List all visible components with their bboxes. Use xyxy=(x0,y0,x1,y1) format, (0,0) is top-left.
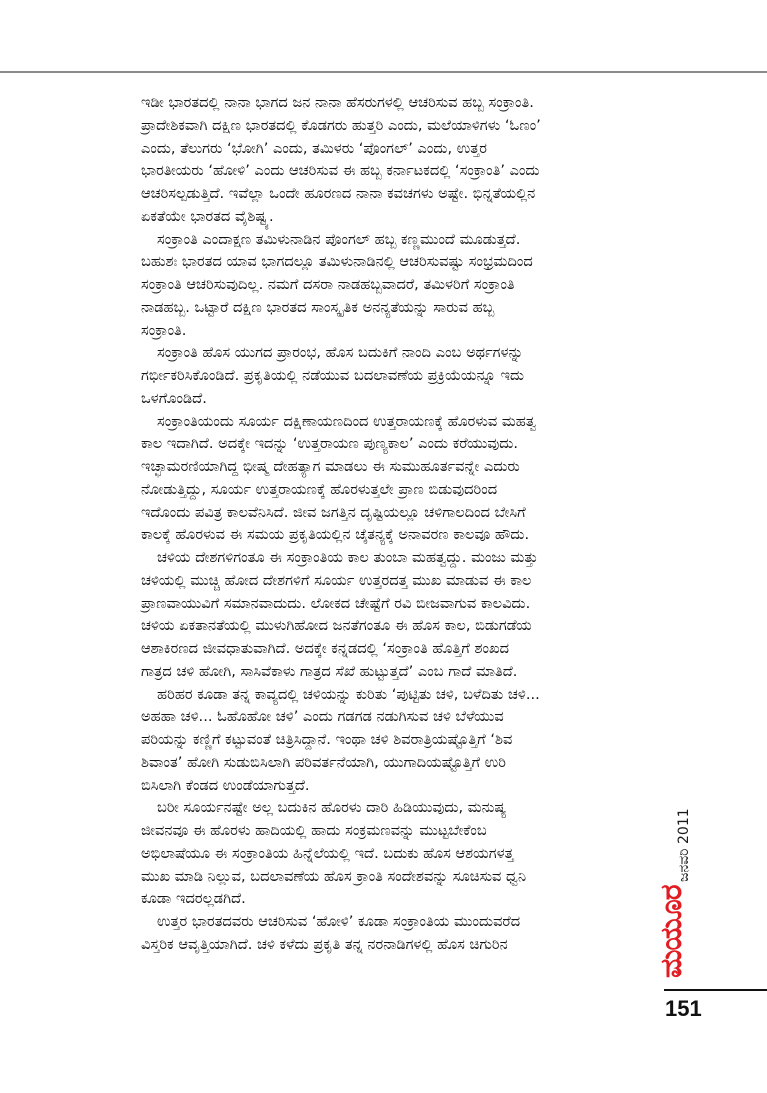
article-line: ಪ್ರಾಣವಾಯುವಿಗೆ ಸಮಾನವಾದುದು. ಲೋಕದ ಚೇಷ್ಟೆಗೆ ರವಿ ಬೀಜವಾಗುವ ಕಾಲವಿದು. xyxy=(141,594,531,612)
article-line: ಚಳಿಯ ಏಕತಾನತೆಯಲ್ಲಿ ಮುಳುಗಿಹೋದ ಜನತೆಗಂತೂ ಈ ಹೊಸ ಕಾಲ, ಬಿಡುಗಡೆಯ xyxy=(141,617,532,635)
article-line: ಎಂದು, ತೆಲುಗರು ‘ಭೋಗಿ’ ಎಂದು, ತಮಿಳರು ‘ಪೊಂಗಲ್’ ಎಂದು, ಉತ್ತರ xyxy=(141,139,487,157)
article-line: ಸಂಕ್ರಾಂತಿ ಎಂದಾಕ್ಷಣ ತಮಿಳುನಾಡಿನ ಪೊಂಗಲ್ ಹಬ್ಬ ಕಣ್ಣಮುಂದೆ ಮೂಡುತ್ತದೆ. xyxy=(157,230,521,248)
header-rule xyxy=(0,71,767,73)
article-line: ಇದೊಂದು ಪವಿತ್ರ ಕಾಲವೆನಿಸಿದೆ. ಜೀವ ಜಗತ್ತಿನ ದೃಷ್ಟಿಯಲ್ಲೂ ಚಳಿಗಾಲದಿಂದ ಬೇಸಿಗೆ xyxy=(141,503,526,521)
article-line: ಚಳಿಯ ದೇಶಗಳಿಗಂತೂ ಈ ಸಂಕ್ರಾಂತಿಯ ಕಾಲ ತುಂಬಾ ಮಹತ್ವದ್ದು. ಮಂಜು ಮತ್ತು xyxy=(157,549,538,566)
article-line: ಸಂಕ್ರಾಂತಿಯಂದು ಸೂರ್ಯ ದಕ್ಷಿಣಾಯಣದಿಂದ ಉತ್ತರಾಯಣಕ್ಕೆ ಹೊರಳುವ ಮಹತ್ವ xyxy=(157,412,537,430)
article-line: ಆಶಾಕಿರಣದ ಜೀವಧಾತುವಾಗಿದೆ. ಅದಕ್ಕೇ ಕನ್ನಡದಲ್ಲಿ ‘ಸಂಕ್ರಾಂತಿ ಹೊತ್ತಿಗೆ ಶಂಖದ xyxy=(141,640,510,657)
article-line: ಮುಖ ಮಾಡಿ ನಿಲ್ಲುವ, ಬದಲಾವಣೆಯ ಹೊಸ ಕ್ರಾಂತಿ ಸಂದೇಶವನ್ನು ಸೂಚಿಸುವ ಧ್ವನಿ xyxy=(141,867,527,885)
article-line: ಆಚರಿಸಲ್ಪಡುತ್ತಿದೆ. ಇವೆಲ್ಲಾ ಒಂದೇ ಹೂರಣದ ನಾನಾ ಕವಚಗಳು ಅಷ್ಟೇ. ಭಿನ್ನತೆಯಲ್ಲಿನ xyxy=(141,185,536,202)
article-line: ಬಿಸಿಲಾಗಿ ಕೆಂಡದ ಉಂಡೆಯಾಗುತ್ತದೆ. xyxy=(141,776,310,794)
article-line: ಕೂಡಾ ಇದರಲ್ಲಡಗಿದೆ. xyxy=(141,890,246,908)
article-line: ನೋಡುತ್ತಿದ್ದು, ಸೂರ್ಯ ಉತ್ತರಾಯಣಕ್ಕೆ ಹೊರಳುತ್ತಲೇ ಪ್ರಾಣ ಬಿಡುವುದರಿಂದ xyxy=(141,480,498,498)
issue-date: ಜನವರಿ 2011 xyxy=(676,808,692,882)
article-line: ಏಕತೆಯೇ ಭಾರತದ ವೈಶಿಷ್ಟ್ಯ. xyxy=(141,207,274,225)
article-line: ಗಾತ್ರದ ಚಳಿ ಹೋಗಿ, ಸಾಸಿವೆಕಾಳು ಗಾತ್ರದ ಸೆಖೆ ಹುಟ್ಟುತ್ತದೆ’ ಎಂಬ ಗಾದೆ ಮಾತಿದೆ. xyxy=(141,662,518,680)
article-line: ಉತ್ತರ ಭಾರತದವರು ಆಚರಿಸುವ ‘ಹೋಳಿ’ ಕೂಡಾ ಸಂಕ್ರಾಂತಿಯ ಮುಂದುವರೆದ xyxy=(157,913,521,930)
article-line: ಚಳಿಯಲ್ಲಿ ಮುಚ್ಚಿ ಹೋದ ದೇಶಗಳಿಗೆ ಸೂರ್ಯ ಉತ್ತರದತ್ತ ಮುಖ ಮಾಡುವ ಈ ಕಾಲ xyxy=(141,571,532,589)
article-line: ನಾಡಹಬ್ಬ. ಒಟ್ಟಾರೆ ದಕ್ಷಿಣ ಭಾರತದ ಸಾಂಸ್ಕೃತಿಕ ಅನನ್ಯತೆಯನ್ನು ಸಾರುವ ಹಬ್ಬ xyxy=(141,298,495,316)
article-line: ಶಿವಾಂತ’ ಹೋಗಿ ಸುಡುಬಿಸಿಲಾಗಿ ಪರಿವರ್ತನೆಯಾಗಿ, ಯುಗಾದಿಯಷ್ಟೊತ್ತಿಗೆ ಉರಿ xyxy=(141,753,506,771)
article-line: ಇಚ್ಛಾಮರಣಿಯಾಗಿದ್ದ ಭೀಷ್ಮ ದೇಹತ್ಯಾಗ ಮಾಡಲು ಈ ಸುಮುಹೂರ್ತವನ್ನೇ ಎದುರು xyxy=(141,458,520,475)
article-line: ಕಾಲಕ್ಕೆ ಹೊರಳುವ ಈ ಸಮಯ ಪ್ರಕೃತಿಯಲ್ಲಿನ ಚೈತನ್ಯಕ್ಕೆ ಅನಾವರಣ ಕಾಲವೂ ಹೌದು. xyxy=(141,526,530,544)
article-line: ಪರಿಯನ್ನು ಕಣ್ಣಿಗೆ ಕಟ್ಟುವಂತೆ ಚಿತ್ರಿಸಿದ್ದಾನೆ. ಇಂಥಾ ಚಳಿ ಶಿವರಾತ್ರಿಯಷ್ಟೊತ್ತಿಗೆ ‘ಶಿವ xyxy=(141,731,513,748)
article-line: ಸಂಕ್ರಾಂತಿ ಆಚರಿಸುವುದಿಲ್ಲ. ನಮಗೆ ದಸರಾ ನಾಡಹಬ್ಬವಾದರೆ, ತಮಿಳರಿಗೆ ಸಂಕ್ರಾಂತಿ xyxy=(141,276,515,293)
article-line: ಗರ್ಭೀಕರಿಸಿಕೊಂಡಿದೆ. ಪ್ರಕೃತಿಯಲ್ಲಿ ನಡೆಯುವ ಬದಲಾವಣೆಯ ಪ್ರಕ್ರಿಯೆಯನ್ನೂ ಇದು xyxy=(141,367,525,384)
article-line: ಬಹುಶಃ ಭಾರತದ ಯಾವ ಭಾಗದಲ್ಲೂ ತಮಿಳುನಾಡಿನಲ್ಲಿ ಆಚರಿಸುವಷ್ಟು ಸಂಭ್ರಮದಿಂದ xyxy=(141,253,533,271)
article-body xyxy=(141,92,665,957)
article-line: ಅಭಿಲಾಷೆಯೂ ಈ ಸಂಕ್ರಾಂತಿಯ ಹಿನ್ನೆಲೆಯಲ್ಲಿ ಇದೆ. ಬದುಕು ಹೊಸ ಆಶಯಗಳತ್ತ xyxy=(141,844,514,862)
magazine-logo: ಮಯೂರ xyxy=(654,885,689,978)
article-line: ಬರೀ ಸೂರ್ಯನಷ್ಟೇ ಅಲ್ಲ ಬದುಕಿನ ಹೊರಳು ದಾರಿ ಹಿಡಿಯುವುದು, ಮನುಷ್ಯ xyxy=(157,799,507,817)
article-line: ಒಳಗೊಂಡಿದೆ. xyxy=(141,389,207,407)
article-line: ಹರಿಹರ ಕೂಡಾ ತನ್ನ ಕಾವ್ಯದಲ್ಲಿ ಚಳಿಯನ್ನು ಕುರಿತು ‘ಪುಟ್ಟಿತು ಚಳಿ, ಬಳೆದಿತು ಚಳಿ... xyxy=(157,685,540,703)
article-line: ಜೀವನವೂ ಈ ಹೊರಳು ಹಾದಿಯಲ್ಲಿ ಹಾದು ಸಂಕ್ರಮಣವನ್ನು ಮುಟ್ಟಬೇಕೆಂಬ xyxy=(141,822,487,839)
article-line: ವಿಸ್ತರಿಕ ಆವೃತ್ತಿಯಾಗಿದೆ. ಚಳಿ ಕಳೆದು ಪ್ರಕೃತಿ ತನ್ನ ನರನಾಡಿಗಳಲ್ಲಿ ಹೊಸ ಚಿಗುರಿನ xyxy=(141,935,508,953)
article-line: ಇಡೀ ಭಾರತದಲ್ಲಿ ನಾನಾ ಭಾಗದ ಜನ ನಾನಾ ಹೆಸರುಗಳಲ್ಲಿ ಆಚರಿಸುವ ಹಬ್ಬ ಸಂಕ್ರಾಂತಿ. xyxy=(141,94,534,111)
footer-rule xyxy=(664,989,767,991)
article-line: ಕಾಲ ಇದಾಗಿದೆ. ಅದಕ್ಕೇ ಇದನ್ನು ‘ಉತ್ತರಾಯಣ ಪುಣ್ಯಕಾಲ’ ಎಂದು ಕರೆಯುವುದು. xyxy=(141,435,518,453)
page-number: 151 xyxy=(665,996,702,1021)
article-line: ಸಂಕ್ರಾಂತಿ. xyxy=(141,321,187,339)
article-line: ಸಂಕ್ರಾಂತಿ ಹೊಸ ಯುಗದ ಪ್ರಾರಂಭ, ಹೊಸ ಬದುಕಿಗೆ ನಾಂದಿ ಎಂಬ ಅರ್ಥಗಳನ್ನು xyxy=(157,344,524,362)
article-line: ಭಾರತೀಯರು ‘ಹೋಳಿ’ ಎಂದು ಆಚರಿಸುವ ಈ ಹಬ್ಬ ಕರ್ನಾಟಕದಲ್ಲಿ ‘ಸಂಕ್ರಾಂತಿ’ ಎಂದು xyxy=(141,162,540,180)
article-line: ಪ್ರಾದೇಶಿಕವಾಗಿ ದಕ್ಷಿಣ ಭಾರತದಲ್ಲಿ ಕೊಡಗರು ಹುತ್ತರಿ ಎಂದು, ಮಲೆಯಾಳಿಗಳು ‘ಓಣಂ’ xyxy=(141,116,541,134)
article-line: ಅಹಹಾ ಚಳಿ... ಓಹೊಹೋ ಚಳಿ’ ಎಂದು ಗಡಗಡ ನಡುಗಿಸುವ ಚಳಿ ಬೆಳೆಯುವ xyxy=(141,708,504,726)
